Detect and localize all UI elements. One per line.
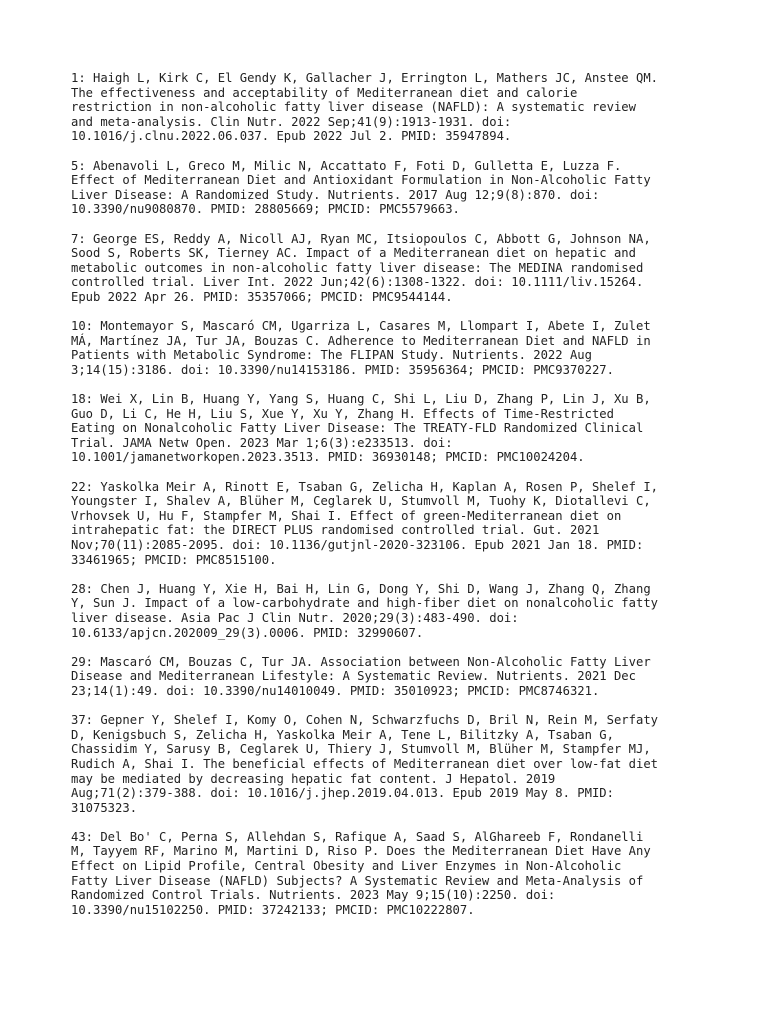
reference-entry-29: 29: Mascaró CM, Bouzas C, Tur JA. Association between Non-Alcoholic Fatty Liver Disease and Mediterranean Lifestyle: A Systematic Review. Nutrients. 2021 Dec 23;14(1):49. doi: 10.3390/nu14010049. PMID: 35010923; PMCID: PMC8746321. [71,654,651,698]
reference-entry-28: 28: Chen J, Huang Y, Xie H, Bai H, Lin G, Dong Y, Shi D, Wang J, Zhang Q, Zhang Y, Sun J. Impact of a low-carbohydrate and high-fiber diet on nonalcoholic fatty liver disease. Asia Pac J Clin Nutr. 2020;29(3):483-490. doi: 10.6133/apjcn.202009_29(3).0006. PMID: 32990607. [71,581,658,640]
reference-list [71,71,711,932]
reference-entry-22: 22: Yaskolka Meir A, Rinott E, Tsaban G, Zelicha H, Kaplan A, Rosen P, Shelef I, Youngster I, Shalev A, Blüher M, Ceglarek U, Stumvoll M, Tuohy K, Diotallevi C, Vrhovsek U, Hu F, Stampfer M, Shai I. Effect of green-Mediterranean diet on intrahepatic fat: the DIRECT PLUS randomised controlled trial. Gut. 2021 Nov;70(11):2085-2095. doi: 10.1136/gutjnl-2020-323106. Epub 2021 Jan 18. PMID: 33461965; PMCID: PMC8515100. [71,479,658,567]
reference-entry-1: 1: Haigh L, Kirk C, El Gendy K, Gallacher J, Errington L, Mathers JC, Anstee QM. The effectiveness and acceptability of Mediterranean diet and calorie restriction in non-alcoholic fatty liver disease (NAFLD): A systematic review and meta-analysis. Clin Nutr. 2022 Sep;41(9):1913-1931. doi: 10.1016/j.clnu.2022.06.037. Epub 2022 Jul 2. PMID: 35947894. [71,71,658,144]
reference-entry-10: 10: Montemayor S, Mascaró CM, Ugarriza L, Casares M, Llompart I, Abete I, Zulet MÁ, Martínez JA, Tur JA, Bouzas C. Adherence to Mediterranean Diet and NAFLD in Patients with Metabolic Syndrome: The FLIPAN Study. Nutrients. 2022 Aug 3;14(15):3186. doi: 10.3390/nu14153186. PMID: 35956364; PMCID: PMC9370227. [71,319,651,377]
reference-entry-5: 5: Abenavoli L, Greco M, Milic N, Accattato F, Foti D, Gulletta E, Luzza F. Effect of Mediterranean Diet and Antioxidant Formulation in Non-Alcoholic Fatty Liver Disease: A Randomized Study. Nutrients. 2017 Aug 12;9(8):870. doi: 10.3390/nu9080870. PMID: 28805669; PMCID: PMC5579663. [71,158,651,217]
reference-entry-18: 18: Wei X, Lin B, Huang Y, Yang S, Huang C, Shi L, Liu D, Zhang P, Lin J, Xu B, Guo D, Li C, He H, Liu S, Xue Y, Xu Y, Zhang H. Effects of Time-Restricted Eating on Nonalcoholic Fatty Liver Disease: The TREATY-FLD Randomized Clinical Trial. JAMA Netw Open. 2023 Mar 1;6(3):e233513. doi: 10.1001/jamanetworkopen.2023.3513. PMID: 36930148; PMCID: PMC10024204. [71,392,651,465]
reference-entry-7: 7: George ES, Reddy A, Nicoll AJ, Ryan MC, Itsiopoulos C, Abbott G, Johnson NA, Sood S, Roberts SK, Tierney AC. Impact of a Mediterranean diet on hepatic and metabolic outcomes in non-alcoholic fatty liver disease: The MEDINA randomised controlled trial. Liver Int. 2022 Jun;42(6):1308-1322. doi: 10.1111/liv.15264. Epub 2022 Apr 26. PMID: 35357066; PMCID: PMC9544144. [71,231,651,304]
reference-entry-43: 43: Del Bo' C, Perna S, Allehdan S, Rafique A, Saad S, AlGhareeb F, Rondanelli M, Tayyem RF, Marino M, Martini D, Riso P. Does the Mediterranean Diet Have Any Effect on Lipid Profile, Central Obesity and Liver Enzymes in Non-Alcoholic Fatty Liver Disease (NAFLD) Subjects? A Systematic Review and Meta-Analysis of Randomized Control Trials. Nutrients. 2023 May 9;15(10):2250. doi: 10.3390/nu15102250. PMID: 37242133; PMCID: PMC10222807. [71,829,651,917]
reference-entry-37: 37: Gepner Y, Shelef I, Komy O, Cohen N, Schwarzfuchs D, Bril N, Rein M, Serfaty D, Kenigsbuch S, Zelicha H, Yaskolka Meir A, Tene L, Bilitzky A, Tsaban G, Chassidim Y, Sarusy B, Ceglarek U, Thiery J, Stumvoll M, Blüher M, Stampfer MJ, Rudich A, Shai I. The beneficial effects of Mediterranean diet over low-fat diet may be mediated by decreasing hepatic fat content. J Hepatol. 2019 Aug;71(2):379-388. doi: 10.1016/j.jhep.2019.04.013. Epub 2019 May 8. PMID: 31075323. [71,713,658,815]
